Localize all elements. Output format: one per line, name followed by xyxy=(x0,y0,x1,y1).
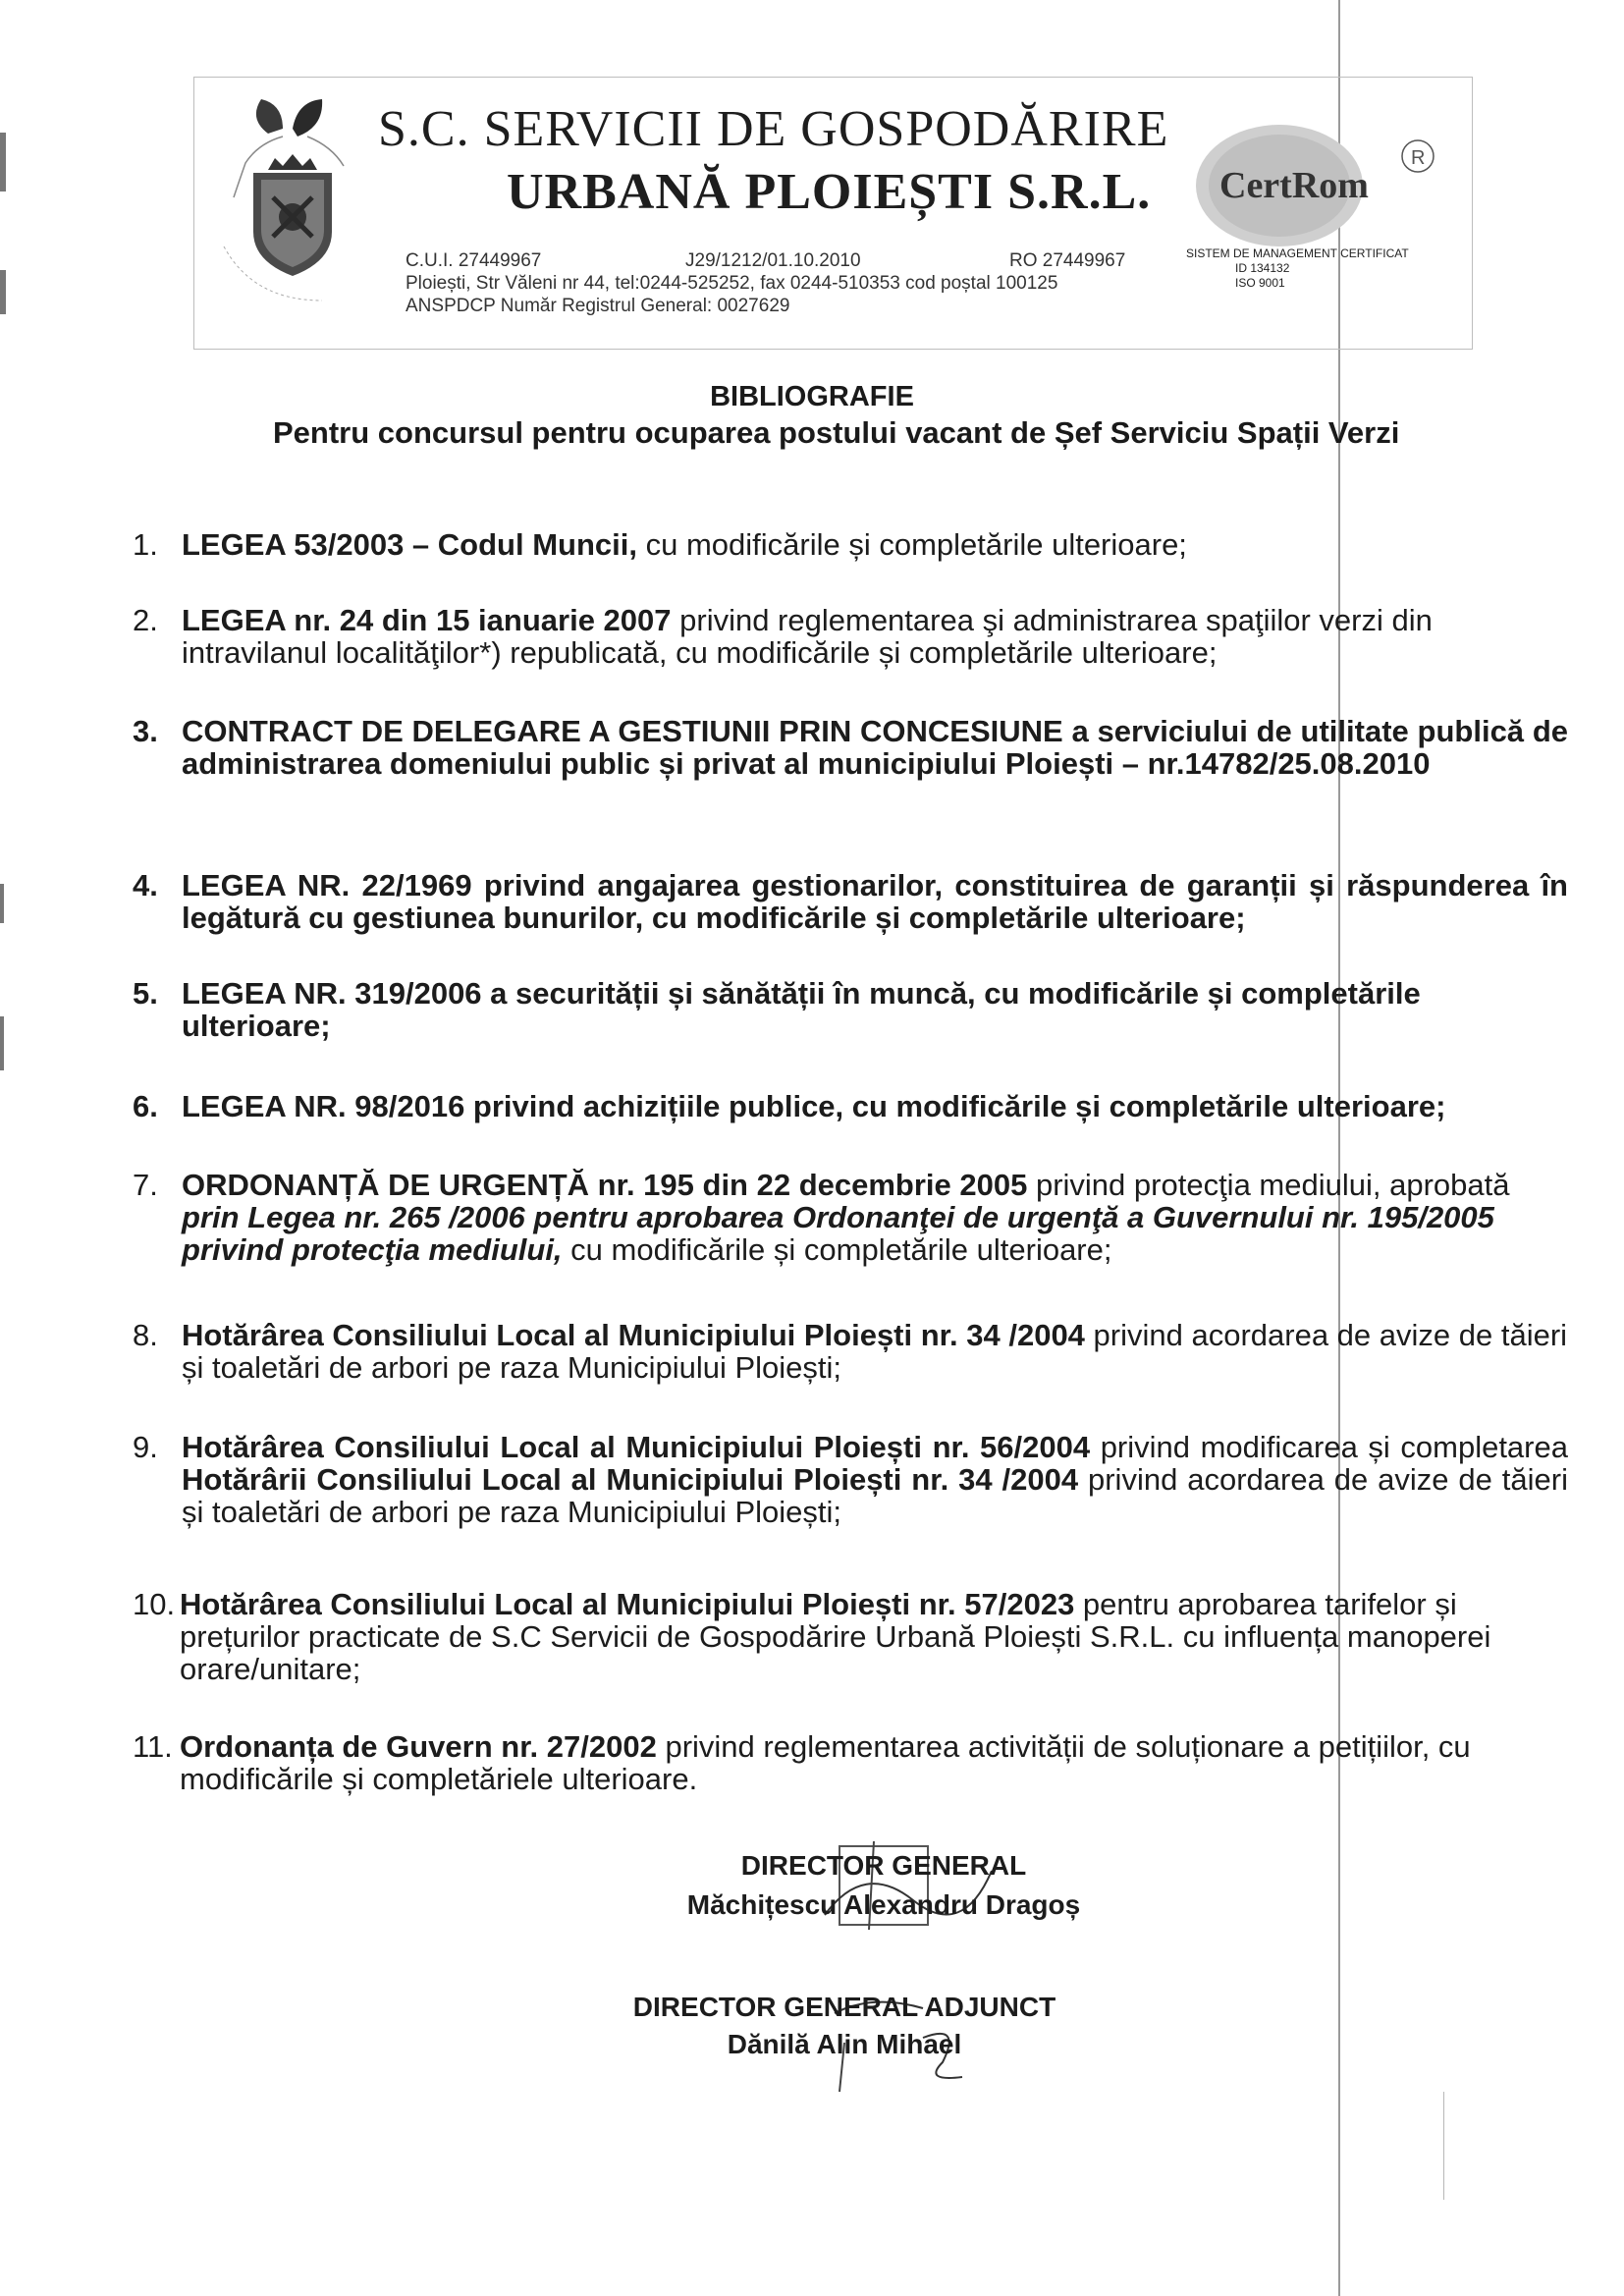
registered-mark: R xyxy=(1411,147,1426,169)
signature-block-deputy xyxy=(589,1989,1100,2063)
list-item xyxy=(133,869,1568,934)
item-text: cu modificările și completările ulterioare; xyxy=(636,527,1187,562)
anspdcp-registration: ANSPDCP Număr Registrul General: 0027629 xyxy=(406,296,790,316)
item-bold-text: CONTRACT DE DELEGARE A GESTIUNII PRIN CONCESIUNE a serviciului de utilitate publică de administrarea domeniului public și privat al municipiului Ploiești – nr.14782/25.08.2010 xyxy=(182,714,1568,781)
certrom-logo xyxy=(1186,117,1441,254)
company-name-line1: S.C. SERVICII DE GOSPODĂRIRE xyxy=(378,101,1169,157)
item-text: privind modificarea și completarea xyxy=(1090,1430,1568,1464)
document-title: BIBLIOGRAFIE xyxy=(710,381,914,412)
deputy-name: Dănilă Alin Mihael xyxy=(727,2029,962,2059)
vat-number: RO 27449967 xyxy=(1009,250,1126,271)
item-number: 2. xyxy=(133,603,158,637)
signature-block-director xyxy=(628,1846,1139,1925)
item-number: 6. xyxy=(133,1089,158,1123)
list-item xyxy=(133,977,1568,1042)
list-item xyxy=(133,1730,1568,1795)
cert-iso: ISO 9001 xyxy=(1235,276,1285,290)
company-address: Ploiești, Str Văleni nr 44, tel:0244-525252, fax 0244-510353 cod poștal 100125 xyxy=(406,273,1058,294)
item-bold-text: Hotărârii Consiliului Local al Municipiului Ploiești nr. 34 /2004 xyxy=(182,1462,1079,1497)
item-bold-text: LEGEA nr. 24 din 15 ianuarie 2007 xyxy=(182,603,672,637)
item-number: 5. xyxy=(133,976,158,1011)
letterhead xyxy=(193,77,1473,350)
scan-edge-mark xyxy=(0,884,4,923)
item-number: 10. xyxy=(133,1587,176,1621)
cert-id: ID 134132 xyxy=(1235,261,1290,275)
item-number: 8. xyxy=(133,1318,158,1352)
item-number: 3. xyxy=(133,714,158,748)
item-text: privind acordarea de avize de tăieri și toaletări de arbori pe raza Municipiului Ploiești; xyxy=(182,1462,1568,1529)
item-number: 11. xyxy=(133,1729,173,1764)
list-item xyxy=(133,1169,1568,1266)
list-item xyxy=(133,1431,1568,1528)
item-text: pentru aprobarea tarifelor și prețurilor practicate de S.C Servicii de Gospodărire Urbană Ploiești S.R.L. cu influența manoperei orare/unitare; xyxy=(180,1587,1491,1686)
item-bold-text: Hotărârea Consiliului Local al Municipiului Ploiești nr. 34 /2004 xyxy=(182,1318,1085,1352)
director-name: Măchițescu Alexandru Dragoș xyxy=(686,1889,1081,1920)
director-title: DIRECTOR GENERAL xyxy=(740,1850,1027,1881)
item-number: 4. xyxy=(133,868,158,902)
document-subtitle: Pentru concursul pentru ocuparea postului vacant de Șef Serviciu Spații Verzi xyxy=(273,415,1400,450)
cert-system-label: SISTEM DE MANAGEMENT CERTIFICAT xyxy=(1186,246,1409,260)
list-item xyxy=(133,715,1568,780)
list-item xyxy=(133,1319,1568,1384)
item-number: 1. xyxy=(133,527,158,562)
item-bold-text: ORDONANȚĂ DE URGENȚĂ nr. 195 din 22 decembrie 2005 xyxy=(182,1168,1028,1202)
item-bold-text: Hotărârea Consiliului Local al Municipiului Ploiești nr. 57/2023 xyxy=(180,1587,1075,1621)
item-italic-text: prin Legea nr. 265 /2006 pentru aprobarea Ordonanţei de urgenţă a Guvernului nr. 195/2005 privind protecţia mediului, xyxy=(182,1200,1494,1267)
certification-info xyxy=(1186,246,1409,291)
certrom-logo-text: CertRom xyxy=(1219,165,1369,206)
item-text: cu modificările și completările ulterioare; xyxy=(562,1232,1112,1267)
list-item xyxy=(133,1588,1568,1685)
item-number: 7. xyxy=(133,1168,158,1202)
item-bold-text: LEGEA NR. 22/1969 privind angajarea gestionarilor, constituirea de garanții și răspunderea în legătură cu gestiunea bunurilor, cu modificările și completările ulterioare; xyxy=(182,868,1568,935)
scan-edge-mark xyxy=(0,270,6,314)
scan-edge-mark xyxy=(0,1016,4,1070)
item-bold-text: LEGEA NR. 319/2006 a securității și sănătății în muncă, cu modificările și completările ulterioare; xyxy=(182,976,1421,1043)
item-text: privind reglementarea activității de soluționare a petițiilor, cu modificările și completăriele ulterioare. xyxy=(180,1729,1471,1796)
list-item xyxy=(133,528,1568,561)
item-bold-text: Hotărârea Consiliului Local al Municipiului Ploiești nr. 56/2004 xyxy=(182,1430,1091,1464)
item-bold-text: LEGEA 53/2003 – Codul Muncii, xyxy=(182,527,637,562)
scan-edge-mark xyxy=(0,133,6,191)
cui-number: C.U.I. 27449967 xyxy=(406,250,542,271)
item-bold-text: LEGEA NR. 98/2016 privind achizițiile publice, cu modificările și completările ulterioare; xyxy=(182,1089,1446,1123)
list-item xyxy=(133,1090,1568,1122)
registry-number: J29/1212/01.10.2010 xyxy=(685,250,861,271)
scan-line xyxy=(1443,2092,1444,2200)
item-bold-text: Ordonanța de Guvern nr. 27/2002 xyxy=(180,1729,657,1764)
item-text: privind protecţia mediului, aprobată xyxy=(1027,1168,1510,1202)
company-name-line2: URBANĂ PLOIEȘTI S.R.L. xyxy=(507,164,1152,220)
item-text: privind reglementarea şi administrarea spaţiilor verzi din intravilanul localităţilor*) republicată, cu modificările și completările ulterioare; xyxy=(182,603,1433,670)
deputy-title: DIRECTOR GENERAL ADJUNCT xyxy=(632,1992,1056,2022)
company-contact xyxy=(406,250,1126,318)
list-item xyxy=(133,604,1568,669)
item-number: 9. xyxy=(133,1430,158,1464)
item-text: privind acordarea de avize de tăieri și toaletări de arbori pe raza Municipiului Ploiești; xyxy=(182,1318,1568,1385)
